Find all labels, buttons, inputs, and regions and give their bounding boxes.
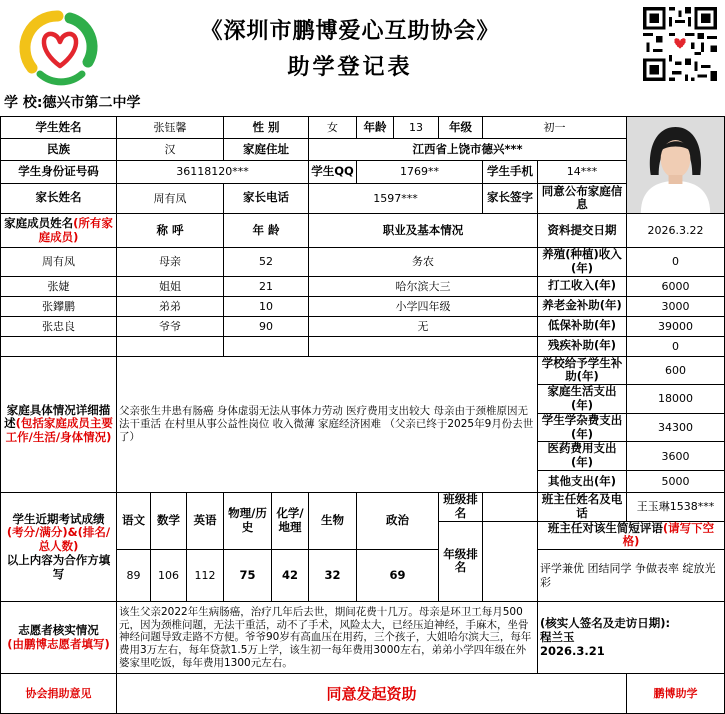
member-name-empty — [1, 336, 117, 356]
subject-score: 75 — [224, 550, 272, 602]
member-job: 务农 — [309, 248, 538, 277]
exam-label-a: 学生近期考试成绩 — [12, 511, 105, 526]
subject-header: 物理/历史 — [224, 492, 272, 549]
member-name: 周有凤 — [1, 248, 117, 277]
age-value: 13 — [394, 117, 439, 139]
id-value: 36118120*** — [117, 161, 309, 183]
situation-label-text: 家庭具体情况详细描述 — [4, 402, 111, 431]
member-age: 21 — [224, 276, 309, 296]
income-label: 养老金补助(年) — [538, 296, 627, 316]
subject-header: 数学 — [151, 492, 187, 549]
exam-label — [1, 492, 117, 601]
col-submit-header: 资料提交日期 — [538, 214, 627, 248]
verifier-label: (核实人签名及走访日期): — [540, 615, 671, 630]
school-label: 学 校: — [4, 95, 43, 111]
income-value: 3000 — [627, 296, 725, 316]
association-logo-icon — [18, 6, 102, 86]
qq-label: 学生QQ — [309, 161, 357, 183]
registration-form — [0, 116, 725, 714]
volunteer-label-text: 志愿者核实情况 — [18, 622, 99, 637]
gender-label: 性 别 — [224, 117, 309, 139]
situation-text: 父亲张生井患有肠癌 身体虚弱无法从事体力劳动 医疗费用支出较大 母亲由于颈椎原因无法干重活 在村里从事公益性岗位 收入微薄 家庭经济困难 （父亲已终于2025年9月份去世了） — [117, 356, 538, 492]
member-age: 90 — [224, 316, 309, 336]
col-job-header: 职业及基本情况 — [309, 214, 538, 248]
association-title: 《深圳市鹏博爱心互助协会》 — [200, 18, 500, 44]
volunteer-label — [1, 602, 117, 674]
address-value: 江西省上饶市德兴*** — [309, 139, 627, 161]
student-photo-icon — [627, 117, 724, 213]
expense-value: 600 — [627, 356, 725, 385]
phone-label: 学生手机 — [483, 161, 538, 183]
expense-value: 34300 — [627, 413, 725, 442]
subject-header: 英语 — [187, 492, 224, 549]
member-relation: 弟弟 — [117, 296, 224, 316]
expense-value: 3600 — [627, 442, 725, 471]
income-value: 39000 — [627, 316, 725, 336]
col-age-header: 年 龄 — [224, 214, 309, 248]
income-label: 残疾补助(年) — [538, 336, 627, 356]
expense-label: 家庭生活支出(年) — [538, 385, 627, 414]
parent-phone-label: 家长电话 — [224, 183, 309, 213]
subject-score: 89 — [117, 550, 151, 602]
exam-label-b: (考分/满分)&(排名/总人数) — [6, 525, 111, 554]
family-header-text: 家庭成员姓名 — [4, 215, 74, 230]
subject-score: 106 — [151, 550, 187, 602]
family-header-label — [1, 214, 117, 248]
qr-code-icon — [640, 4, 720, 84]
ethnicity-label: 民族 — [1, 139, 117, 161]
member-job: 哈尔滨大三 — [309, 276, 538, 296]
exam-row-1 — [1, 492, 725, 521]
opinion-label: 协会捐助意见 — [1, 674, 117, 714]
expense-value: 5000 — [627, 470, 725, 492]
verifier-name: 程兰玉 — [540, 629, 575, 644]
member-job: 小学四年级 — [309, 296, 538, 316]
class-rank-label: 班级排名 — [439, 492, 483, 521]
member-relation: 母亲 — [117, 248, 224, 277]
situation-label — [1, 356, 117, 492]
subject-score: 32 — [309, 550, 357, 602]
income-label: 打工收入(年) — [538, 276, 627, 296]
parent-phone-value: 1597*** — [309, 183, 483, 213]
member-job-empty — [309, 336, 538, 356]
exam-label-c: 以上内容为合作方填写 — [6, 552, 111, 581]
family-row-empty — [1, 336, 725, 356]
member-relation-empty — [117, 336, 224, 356]
row-basic-4 — [1, 183, 725, 213]
grade-rank-label: 年级排名 — [439, 521, 483, 602]
member-name: 张忠良 — [1, 316, 117, 336]
expense-value: 18000 — [627, 385, 725, 414]
qq-value: 1769** — [357, 161, 483, 183]
family-row — [1, 316, 725, 336]
parent-label: 家长姓名 — [1, 183, 117, 213]
parent-value: 周有凤 — [117, 183, 224, 213]
row-basic-1 — [1, 117, 725, 139]
parent-sign-label: 家长签字 — [483, 183, 538, 213]
subject-header: 政治 — [357, 492, 439, 549]
member-job: 无 — [309, 316, 538, 336]
income-value: 6000 — [627, 276, 725, 296]
student-name: 张钰馨 — [117, 117, 224, 139]
member-relation: 爷爷 — [117, 316, 224, 336]
class-rank-value — [483, 492, 538, 521]
row-basic-2 — [1, 139, 725, 161]
student-photo-cell — [627, 117, 725, 214]
brand-text: 鹏博助学 — [627, 674, 725, 714]
family-header-note: (所有家庭成员) — [38, 215, 113, 244]
member-name: 张婕 — [1, 276, 117, 296]
comment-label-text: 班主任对该生简短评语 — [547, 520, 663, 535]
income-value: 0 — [627, 248, 725, 277]
student-name-label: 学生姓名 — [1, 117, 117, 139]
comment-label-note: (请写下空格) — [622, 520, 715, 549]
subject-header: 生物 — [309, 492, 357, 549]
ethnicity-value: 汉 — [117, 139, 224, 161]
family-row — [1, 248, 725, 277]
col-relation-header: 称 呼 — [117, 214, 224, 248]
grade-label: 年级 — [439, 117, 483, 139]
member-relation: 姐姐 — [117, 276, 224, 296]
expense-label: 其他支出(年) — [538, 470, 627, 492]
grade-value: 初一 — [483, 117, 627, 139]
id-label: 学生身份证号码 — [1, 161, 117, 183]
address-label: 家庭住址 — [224, 139, 309, 161]
subject-score: 42 — [272, 550, 309, 602]
phone-value: 14*** — [538, 161, 627, 183]
situation-label-note: (包括家庭成员主要工作/生活/身体情况) — [5, 416, 113, 445]
volunteer-label-note: (由鹏博志愿者填写) — [7, 636, 110, 651]
row-basic-3 — [1, 161, 725, 183]
subject-score: 69 — [357, 550, 439, 602]
subject-header: 化学/地理 — [272, 492, 309, 549]
expense-label: 学生学杂费支出(年) — [538, 413, 627, 442]
submit-date: 2026.3.22 — [627, 214, 725, 248]
gender-value: 女 — [309, 117, 357, 139]
age-label: 年龄 — [357, 117, 394, 139]
income-value: 0 — [627, 336, 725, 356]
row-family-header — [1, 214, 725, 248]
decision-text: 同意发起资助 — [117, 674, 627, 714]
footer-row — [1, 674, 725, 714]
comment-label — [538, 521, 725, 550]
family-row — [1, 296, 725, 316]
school-line — [4, 92, 140, 112]
teacher-label: 班主任姓名及电话 — [538, 492, 627, 521]
grade-rank-value — [483, 521, 538, 602]
expense-label: 学校给予学生补助(年) — [538, 356, 627, 385]
verify-date: 2026.3.21 — [540, 643, 605, 658]
volunteer-text: 该生父亲2022年生病肠癌，治疗几年后去世，期间花费十几万。母亲是环卫工每月500元，因为颈椎问题，无法干重活，动不了手术，风险太大，已经压迫神经，手麻木，坐骨神经问题导致走路不方便。爷爷90岁有高血压在用药，三个孩子，大姐哈尔滨大三，每年费用3万左右，每年贷款1.5万上学，该生初一每年费用3000左右，弟弟小学四年级在外婆家里吃饭，每年费用1300元左右。 — [117, 602, 538, 674]
member-age-empty — [224, 336, 309, 356]
form-title: 助学登记表 — [287, 54, 413, 80]
expense-label: 医药费用支出(年) — [538, 442, 627, 471]
family-row — [1, 276, 725, 296]
school-value: 德兴市第二中学 — [42, 95, 141, 111]
member-age: 10 — [224, 296, 309, 316]
teacher-comment: 评学兼优 团结同学 争做表率 绽放光彩 — [538, 550, 725, 602]
teacher-value: 王玉琳1538*** — [627, 492, 725, 521]
member-name: 张鑻鹏 — [1, 296, 117, 316]
income-label: 低保补助(年) — [538, 316, 627, 336]
subject-header: 语文 — [117, 492, 151, 549]
consent-value: 同意公布家庭信息 — [538, 183, 627, 213]
volunteer-row — [1, 602, 725, 674]
verifier-block — [538, 602, 725, 674]
member-age: 52 — [224, 248, 309, 277]
form-header — [0, 0, 724, 92]
subject-score: 112 — [187, 550, 224, 602]
situation-row — [1, 356, 725, 385]
income-label: 养殖(种植)收入(年) — [538, 248, 627, 277]
